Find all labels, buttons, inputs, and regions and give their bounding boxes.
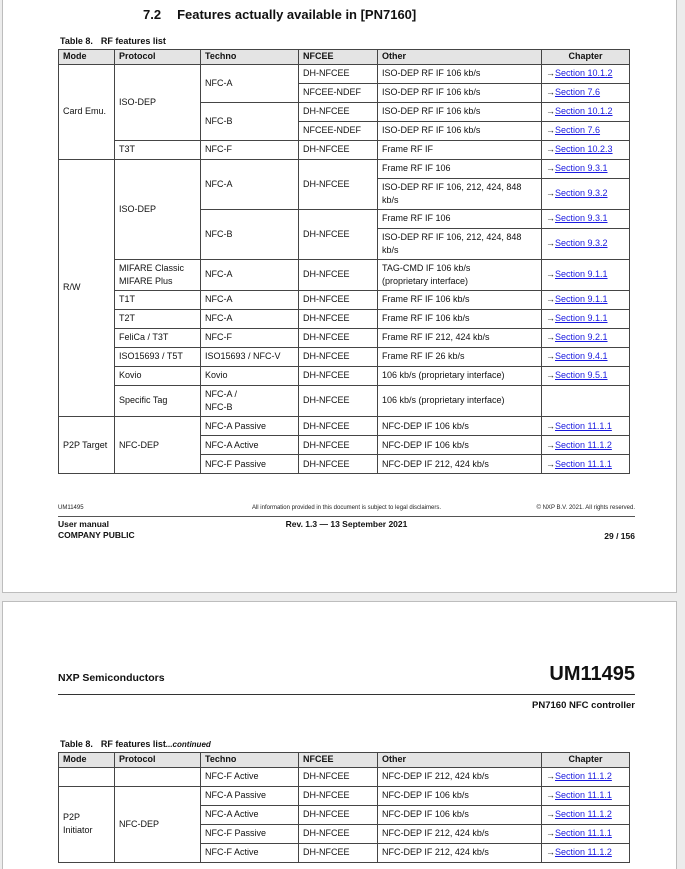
section-link[interactable]: Section 10.2.3 [555,144,613,155]
table-cell: ISO-DEP [115,159,201,259]
table-caption-label: Table 8. [60,739,93,749]
table-cell: T1T [115,290,201,309]
table-cell: NFCEE-NDEF [299,83,378,102]
table-cell: Frame RF IF [378,140,542,159]
table-row [59,328,630,347]
table-cell: ISO-DEP RF IF 106, 212, 424, 848 kb/s [378,228,542,259]
table-cell: DH-NFCEE [299,455,378,474]
section-link[interactable]: Section 11.1.1 [555,790,612,801]
table-row [59,259,630,290]
arrow-icon: → [546,809,555,820]
chapter-cell [542,259,630,290]
table-cell: NFC-F Active [201,843,299,862]
header-rule [58,694,635,695]
chapter-cell [542,824,630,843]
column-header-protocol: Protocol [115,753,201,768]
table-cell: 106 kb/s (proprietary interface) [378,385,542,416]
column-header-techno: Techno [201,50,299,65]
table-cell: NFC-A [201,159,299,209]
table-cell: NFC-B [201,102,299,140]
chapter-cell [542,102,630,121]
table-cell: NFC-DEP IF 106 kb/s [378,805,542,824]
arrow-icon: → [546,351,555,362]
chapter-cell [542,843,630,862]
table-cell: DH-NFCEE [299,309,378,328]
table-cell: NFCEE-NDEF [299,121,378,140]
footer-company-public: COMPANY PUBLIC [58,529,135,540]
table-cell: DH-NFCEE [299,140,378,159]
footer-page-number: 29 / 156 [604,531,635,541]
table-cell: DH-NFCEE [299,328,378,347]
table-cell: DH-NFCEE [299,805,378,824]
table-cell [59,767,115,786]
table-cell: T3T [115,140,201,159]
section-link[interactable]: Section 11.1.2 [555,771,612,782]
table-cell: NFC-A [201,290,299,309]
column-header-nfcee: NFCEE [299,753,378,768]
table-cell: NFC-DEP IF 212, 424 kb/s [378,843,542,862]
table-cell: NFC-B [201,209,299,259]
section-link[interactable]: Section 9.4.1 [555,351,608,362]
table-cell: Kovio [201,366,299,385]
arrow-icon: → [546,213,555,224]
section-link[interactable]: Section 9.1.1 [555,294,608,305]
table-row [59,417,630,436]
arrow-icon: → [546,771,555,782]
arrow-icon: → [546,238,555,249]
table-cell: DH-NFCEE [299,347,378,366]
table-cell: NFC-F Passive [201,824,299,843]
table-cell: T2T [115,309,201,328]
chapter-cell [542,417,630,436]
arrow-icon: → [546,188,555,199]
section-link[interactable]: Section 11.1.1 [555,828,612,839]
rf-features-table-continued [58,752,630,863]
chapter-cell [542,178,630,209]
table-cell: NFC-A Passive [201,417,299,436]
rf-features-table [58,49,630,474]
table-cell: DH-NFCEE [299,64,378,83]
footer-doc-id: UM11495 [58,505,84,511]
table-cell: DH-NFCEE [299,159,378,209]
footer-copyright: © NXP B.V. 2021. All rights reserved. [536,505,635,511]
header-product: PN7160 NFC controller [532,700,635,711]
footer-disclaimer: All information provided in this document is subject to legal disclaimers. [251,505,442,511]
column-header-other: Other [378,50,542,65]
table-row [59,767,630,786]
table-cell: NFC-A [201,309,299,328]
table-cell: Frame RF IF 106 kb/s [378,290,542,309]
chapter-cell [542,786,630,805]
table-cell: Specific Tag [115,385,201,416]
table-cell: Frame RF IF 212, 424 kb/s [378,328,542,347]
column-header-mode: Mode [59,753,115,768]
arrow-icon: → [546,828,555,839]
table-cell: FeliCa / T3T [115,328,201,347]
footer-user-manual: User manual [58,519,110,529]
arrow-icon: → [546,439,555,450]
table-cell: P2P Initiator [59,786,115,862]
chapter-cell [542,767,630,786]
table-row [59,64,630,83]
table-cell: DH-NFCEE [299,767,378,786]
table-cell: NFC-A / NFC-B [201,385,299,416]
header-doc-id: UM11495 [549,663,635,685]
chapter-cell [542,436,630,455]
table-cell: ISO15693 / NFC-V [201,347,299,366]
table-cell: Kovio [115,366,201,385]
table-cell: DH-NFCEE [299,843,378,862]
table-cell: ISO-DEP RF IF 106 kb/s [378,121,542,140]
section-link[interactable]: Section 11.1.1 [555,420,612,431]
table-cell: NFC-DEP IF 212, 424 kb/s [378,767,542,786]
table-caption-text: RF features list [100,36,166,46]
section-link[interactable]: Section 7.6 [555,87,601,98]
table-cell: ISO-DEP RF IF 106 kb/s [378,102,542,121]
chapter-cell [542,805,630,824]
table-cell: 106 kb/s (proprietary interface) [378,366,542,385]
table-cell: DH-NFCEE [299,385,378,416]
table-row [59,786,630,805]
chapter-cell [542,455,630,474]
table-cell [115,767,201,786]
table-cell: NFC-DEP IF 106 kb/s [378,436,542,455]
section-link[interactable]: Section 11.1.2 [555,439,612,450]
section-heading [143,7,416,22]
table-cell: DH-NFCEE [299,417,378,436]
table-cell: ISO-DEP RF IF 106 kb/s [378,83,542,102]
footer-revision: Rev. 1.3 — 13 September 2021 [285,519,408,529]
table-cell: NFC-F [201,328,299,347]
section-link[interactable]: Section 11.1.1 [555,458,612,469]
table-cell: R/W [59,159,115,416]
table-row [59,347,630,366]
section-link[interactable]: Section 9.5.1 [555,370,608,381]
arrow-icon: → [546,847,555,858]
section-title: Features actually available in [PN7160] [177,7,417,22]
column-header-nfcee: NFCEE [299,50,378,65]
chapter-cell [542,83,630,102]
table-cell: NFC-F [201,140,299,159]
arrow-icon: → [546,87,555,98]
section-link[interactable]: Section 11.1.2 [555,809,612,820]
header-company: NXP Semiconductors [58,672,165,684]
table-caption-label: Table 8. [60,36,93,46]
table-cell: TAG-CMD IF 106 kb/s (proprietary interface) [378,259,542,290]
table-cell: Frame RF IF 106 kb/s [378,309,542,328]
table-cell: DH-NFCEE [299,209,378,259]
arrow-icon: → [546,313,555,324]
table-row [59,366,630,385]
chapter-cell [542,347,630,366]
arrow-icon: → [546,68,555,79]
arrow-icon: → [546,370,555,381]
table-cell [542,385,630,416]
table-cell: Frame RF IF 26 kb/s [378,347,542,366]
table-cell: DH-NFCEE [299,290,378,309]
table-caption-suffix: ...continued [165,740,211,749]
table-cell: NFC-DEP IF 106 kb/s [378,417,542,436]
section-number: 7.2 [143,7,162,22]
table-row [59,140,630,159]
page-29 [2,0,677,593]
section-link[interactable]: Section 7.6 [555,125,601,136]
table-row [59,385,630,416]
table-cell: DH-NFCEE [299,824,378,843]
table-cell: NFC-F Passive [201,455,299,474]
table-cell: ISO-DEP RF IF 106, 212, 424, 848 kb/s [378,178,542,209]
table-cell: ISO-DEP [115,64,201,140]
table-cell: DH-NFCEE [299,259,378,290]
column-header-chapter: Chapter [542,50,630,65]
table-cell: NFC-F Active [201,767,299,786]
arrow-icon: → [546,790,555,801]
chapter-cell [542,328,630,347]
column-header-protocol: Protocol [115,50,201,65]
section-link[interactable]: Section 9.3.1 [555,163,608,174]
chapter-cell [542,159,630,178]
chapter-cell [542,209,630,228]
table-cell: P2P Target [59,417,115,474]
section-link[interactable]: Section 9.1.1 [555,269,608,280]
table-cell: NFC-A Passive [201,786,299,805]
table-cell: NFC-DEP IF 212, 424 kb/s [378,455,542,474]
section-link[interactable]: Section 9.3.2 [555,238,608,249]
table-cell: DH-NFCEE [299,102,378,121]
table-row [59,309,630,328]
arrow-icon: → [546,332,555,343]
arrow-icon: → [546,294,555,305]
table-row [59,290,630,309]
arrow-icon: → [546,420,555,431]
column-header-chapter: Chapter [542,753,630,768]
chapter-cell [542,140,630,159]
section-link[interactable]: Section 10.1.2 [555,68,613,79]
arrow-icon: → [546,144,555,155]
table-cell: DH-NFCEE [299,786,378,805]
arrow-icon: → [546,269,555,280]
table-cell: NFC-DEP [115,786,201,862]
table-cell: DH-NFCEE [299,366,378,385]
section-link[interactable]: Section 9.2.1 [555,332,608,343]
table-caption-continued [60,739,211,749]
table-cell: ISO-DEP RF IF 106 kb/s [378,64,542,83]
table-cell: MIFARE Classic MIFARE Plus [115,259,201,290]
table-row [59,159,630,178]
chapter-cell [542,309,630,328]
chapter-cell [542,121,630,140]
chapter-cell [542,228,630,259]
column-header-mode: Mode [59,50,115,65]
arrow-icon: → [546,458,555,469]
section-link[interactable]: Section 9.3.2 [555,188,608,199]
table-cell: Card Emu. [59,64,115,159]
section-link[interactable]: Section 9.1.1 [555,313,608,324]
arrow-icon: → [546,163,555,174]
section-link[interactable]: Section 10.1.2 [555,106,613,117]
table-cell: NFC-DEP IF 212, 424 kb/s [378,824,542,843]
arrow-icon: → [546,106,555,117]
column-header-other: Other [378,753,542,768]
table-cell: DH-NFCEE [299,436,378,455]
arrow-icon: → [546,125,555,136]
chapter-cell [542,64,630,83]
table-cell: Frame RF IF 106 [378,159,542,178]
column-header-techno: Techno [201,753,299,768]
table-cell: ISO15693 / T5T [115,347,201,366]
chapter-cell [542,290,630,309]
table-cell: NFC-A [201,259,299,290]
table-cell: NFC-DEP IF 106 kb/s [378,786,542,805]
table-cell: NFC-A Active [201,805,299,824]
table-cell: NFC-A [201,64,299,102]
table-caption-text: RF features list [100,739,166,749]
table-cell: NFC-DEP [115,417,201,474]
section-link[interactable]: Section 9.3.1 [555,213,608,224]
table-caption [60,36,166,46]
table-cell: NFC-A Active [201,436,299,455]
page-30 [2,601,677,869]
footer-rule [58,516,635,517]
chapter-cell [542,366,630,385]
section-link[interactable]: Section 11.1.2 [555,847,612,858]
table-cell: Frame RF IF 106 [378,209,542,228]
